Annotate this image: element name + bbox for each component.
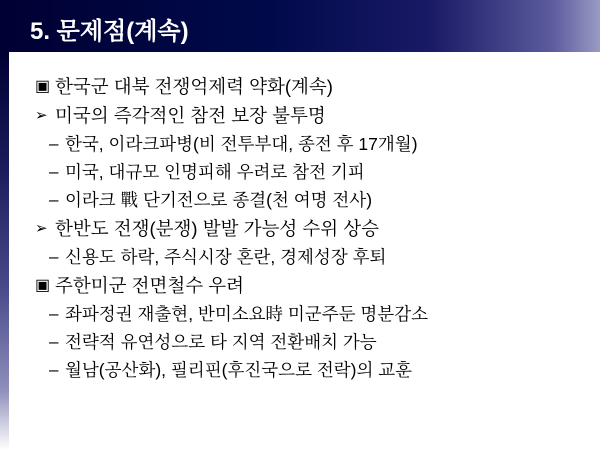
dash-bullet-icon: – bbox=[49, 162, 59, 181]
bullet-subitem bbox=[49, 130, 591, 158]
bullet-subitem bbox=[49, 158, 591, 186]
dash-bullet-icon: – bbox=[49, 134, 59, 153]
dash-bullet-icon: – bbox=[49, 360, 59, 379]
dash-bullet-icon: – bbox=[49, 332, 59, 351]
bullet-text: 한국군 대북 전쟁억제력 약화(계속) bbox=[55, 76, 333, 97]
bullet-item bbox=[35, 72, 591, 101]
arrow-bullet-icon: ➢ bbox=[35, 220, 48, 237]
bullet-text: 미국, 대규모 인명피해 우려로 참전 기피 bbox=[65, 162, 365, 182]
bullet-subitem bbox=[49, 356, 591, 384]
square-bullet-icon: ▣ bbox=[35, 78, 51, 95]
bullet-subitem bbox=[49, 300, 591, 328]
page-title: 5. 문제점(계속) bbox=[30, 18, 189, 45]
bullet-subitem bbox=[49, 328, 591, 356]
bullet-text: 미국의 즉각적인 참전 보장 불투명 bbox=[55, 105, 326, 126]
bullet-text: 주한미군 전면철수 우려 bbox=[55, 275, 244, 296]
dash-bullet-icon: – bbox=[49, 190, 59, 209]
dash-bullet-icon: – bbox=[49, 247, 59, 266]
bullet-subitem bbox=[49, 243, 591, 271]
bullet-text: 좌파정권 재출현, 반미소요時 미군주둔 명분감소 bbox=[65, 304, 429, 324]
arrow-bullet-icon: ➢ bbox=[35, 107, 48, 124]
slide-body bbox=[9, 52, 600, 450]
bullet-text: 월남(공산화), 필리핀(후진국으로 전락)의 교훈 bbox=[65, 360, 413, 380]
bullet-text: 한반도 전쟁(분쟁) 발발 가능성 수위 상승 bbox=[55, 218, 379, 239]
bullet-item bbox=[35, 214, 591, 243]
square-bullet-icon: ▣ bbox=[35, 277, 51, 294]
bullet-text: 이라크 戰 단기전으로 종결(천 여명 전사) bbox=[65, 190, 373, 210]
bullet-item bbox=[35, 271, 591, 300]
bullet-text: 신용도 하락, 주식시장 혼란, 경제성장 후퇴 bbox=[65, 247, 387, 267]
left-accent-stripe bbox=[0, 52, 9, 450]
bullet-list bbox=[35, 72, 591, 384]
slide-title-bar bbox=[0, 0, 600, 52]
bullet-text: 전략적 유연성으로 타 지역 전환배치 가능 bbox=[65, 332, 377, 352]
bullet-text: 한국, 이라크파병(비 전투부대, 종전 후 17개월) bbox=[65, 134, 418, 154]
bullet-subitem bbox=[49, 186, 591, 214]
dash-bullet-icon: – bbox=[49, 304, 59, 323]
bullet-item bbox=[35, 101, 591, 130]
